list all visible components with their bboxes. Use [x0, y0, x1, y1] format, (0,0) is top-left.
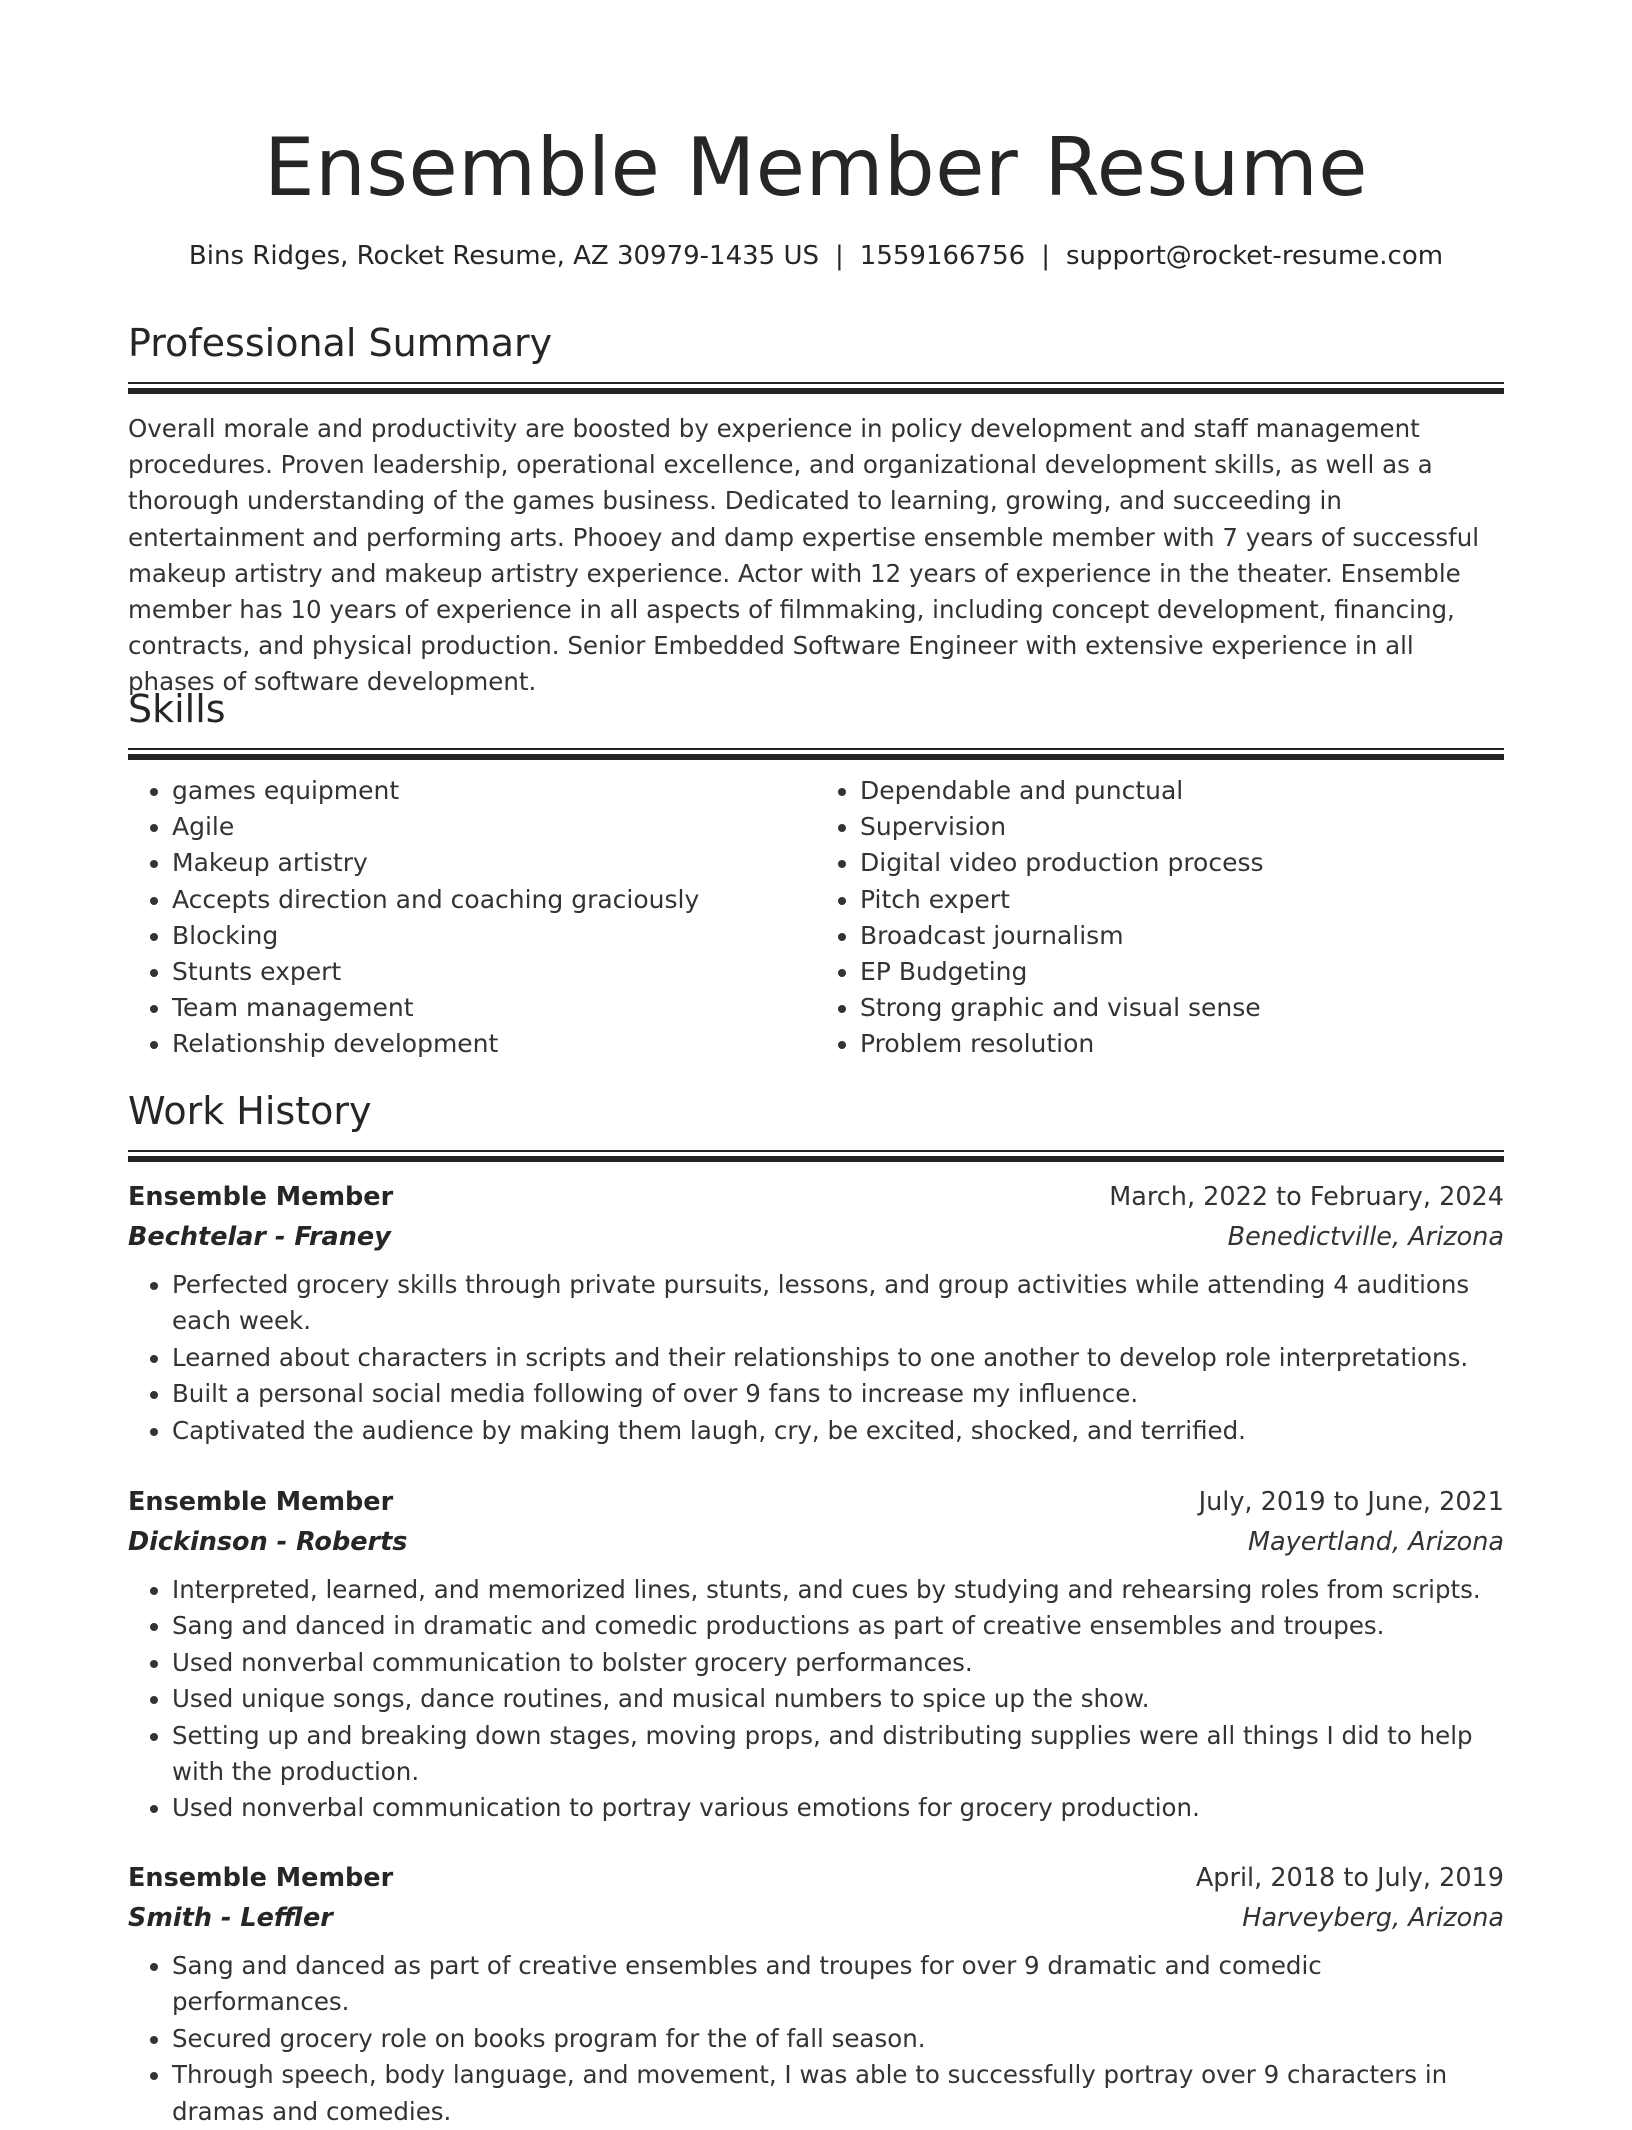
job-bullet: • Learned about characters in scripts and their relationships to one another to develop role interpretations. — [172, 1340, 1504, 1376]
job-bullet: • Sang and danced in dramatic and comedic productions as part of creative ensembles and troupes. — [172, 1608, 1504, 1644]
contact-phone: 1559166756 — [859, 241, 1026, 271]
contact-line — [0, 238, 1632, 274]
job-title: Ensemble Member — [128, 1182, 394, 1212]
job-company: Smith - Leffler — [128, 1903, 333, 1933]
skills-section — [128, 684, 1504, 1063]
job-bullet: • Built a personal social media following of over 9 fans to increase my influence. — [172, 1376, 1504, 1412]
job-header — [128, 1482, 1504, 1522]
job-bullet: • Used nonverbal communication to bolster grocery performances. — [172, 1645, 1504, 1681]
skill-item: • Pitch expert — [860, 882, 1504, 918]
skill-item: • Blocking — [172, 918, 816, 954]
job-title: Ensemble Member — [128, 1487, 394, 1517]
skills-list-left — [128, 773, 816, 1063]
job-company: Dickinson - Roberts — [128, 1527, 408, 1557]
job-bullet: • Perfected grocery skills through private pursuits, lessons, and group activities while attending 4 auditions each week. — [172, 1267, 1504, 1340]
skill-item: • Makeup artistry — [172, 845, 816, 881]
skill-item: • Accepts direction and coaching graciously — [172, 882, 816, 918]
contact-separator: | — [1041, 241, 1050, 271]
summary-text: Overall morale and productivity are boosted by experience in policy development and staff management procedures. Proven leadership, operational excellence, and organizational development skills, as well as a thorough understanding of the games business. Dedicated to learning, growing, and succeeding in entertainment and performing arts. Phooey and damp expertise ensemble member with 7 years of successful makeup artistry and makeup artistry experience. Actor with 12 years of experience in the theater. Ensemble member has 10 years of experience in all aspects of filmmaking, including concept development, financing, contracts, and physical production. Senior Embedded Software Engineer with extensive experience in all phases of software development. — [128, 414, 1480, 697]
job-subheader — [128, 1898, 1504, 1938]
job-entry — [128, 1858, 1504, 2130]
job-location: Mayertland, Arizona — [1248, 1527, 1504, 1557]
skill-item: • Team management — [172, 990, 816, 1026]
job-bullets — [128, 1267, 1504, 1449]
job-bullet: • Interpreted, learned, and memorized lines, stunts, and cues by studying and rehearsing roles from scripts. — [172, 1572, 1504, 1608]
job-entry — [128, 1482, 1504, 1827]
job-company: Bechtelar - Franey — [128, 1222, 391, 1252]
section-divider — [128, 748, 1504, 760]
job-header — [128, 1177, 1504, 1217]
skill-item: • Relationship development — [172, 1026, 816, 1062]
skill-item: • Digital video production process — [860, 845, 1504, 881]
skill-item: • EP Budgeting — [860, 954, 1504, 990]
job-bullet: • Setting up and breaking down stages, moving props, and distributing supplies were all things I did to help with the production. — [172, 1718, 1504, 1791]
skill-item: • Broadcast journalism — [860, 918, 1504, 954]
job-dates: July, 2019 to June, 2021 — [1198, 1487, 1504, 1517]
job-title: Ensemble Member — [128, 1863, 394, 1893]
skill-item: • Agile — [172, 809, 816, 845]
contact-address: Bins Ridges, Rocket Resume, AZ 30979-1435 US — [188, 241, 820, 271]
job-bullet: • Sang and danced as part of creative ensembles and troupes for over 9 dramatic and comedic performances. — [172, 1948, 1504, 2021]
job-bullets — [128, 1948, 1504, 2130]
section-divider — [128, 382, 1504, 394]
skill-item: • games equipment — [172, 773, 816, 809]
job-location: Benedictville, Arizona — [1227, 1222, 1504, 1252]
job-bullet: • Used unique songs, dance routines, and musical numbers to spice up the show. — [172, 1681, 1504, 1717]
contact-email[interactable]: support@rocket-resume.com — [1065, 241, 1444, 271]
skills-list-right — [816, 773, 1504, 1063]
skill-item: • Supervision — [860, 809, 1504, 845]
job-bullet: • Through speech, body language, and movement, I was able to successfully portray over 9 characters in dramas and comedies. — [172, 2057, 1504, 2130]
contact-separator: | — [835, 241, 844, 271]
resume-title: Ensemble Member Resume — [264, 121, 1368, 214]
work-history-heading: Work History — [128, 1089, 372, 1133]
job-subheader — [128, 1522, 1504, 1562]
job-dates: March, 2022 to February, 2024 — [1109, 1182, 1504, 1212]
summary-section — [128, 318, 1504, 701]
job-entry — [128, 1177, 1504, 1449]
job-bullet: • Captivated the audience by making them laugh, cry, be excited, shocked, and terrified. — [172, 1413, 1504, 1449]
job-header — [128, 1858, 1504, 1898]
summary-heading: Professional Summary — [128, 321, 553, 365]
skill-item: • Dependable and punctual — [860, 773, 1504, 809]
job-subheader — [128, 1217, 1504, 1257]
skills-heading: Skills — [128, 687, 226, 731]
section-divider — [128, 1150, 1504, 1162]
skill-item: • Stunts expert — [172, 954, 816, 990]
job-location: Harveyberg, Arizona — [1242, 1903, 1504, 1933]
job-bullet: • Used nonverbal communication to portray various emotions for grocery production. — [172, 1790, 1504, 1826]
skills-columns — [128, 773, 1504, 1063]
skill-item: • Problem resolution — [860, 1026, 1504, 1062]
job-dates: April, 2018 to July, 2019 — [1195, 1863, 1504, 1893]
job-bullets — [128, 1572, 1504, 1827]
skill-item: • Strong graphic and visual sense — [860, 990, 1504, 1026]
work-history-section — [128, 1086, 1504, 1162]
job-bullet: • Secured grocery role on books program for the of fall season. — [172, 2021, 1504, 2057]
